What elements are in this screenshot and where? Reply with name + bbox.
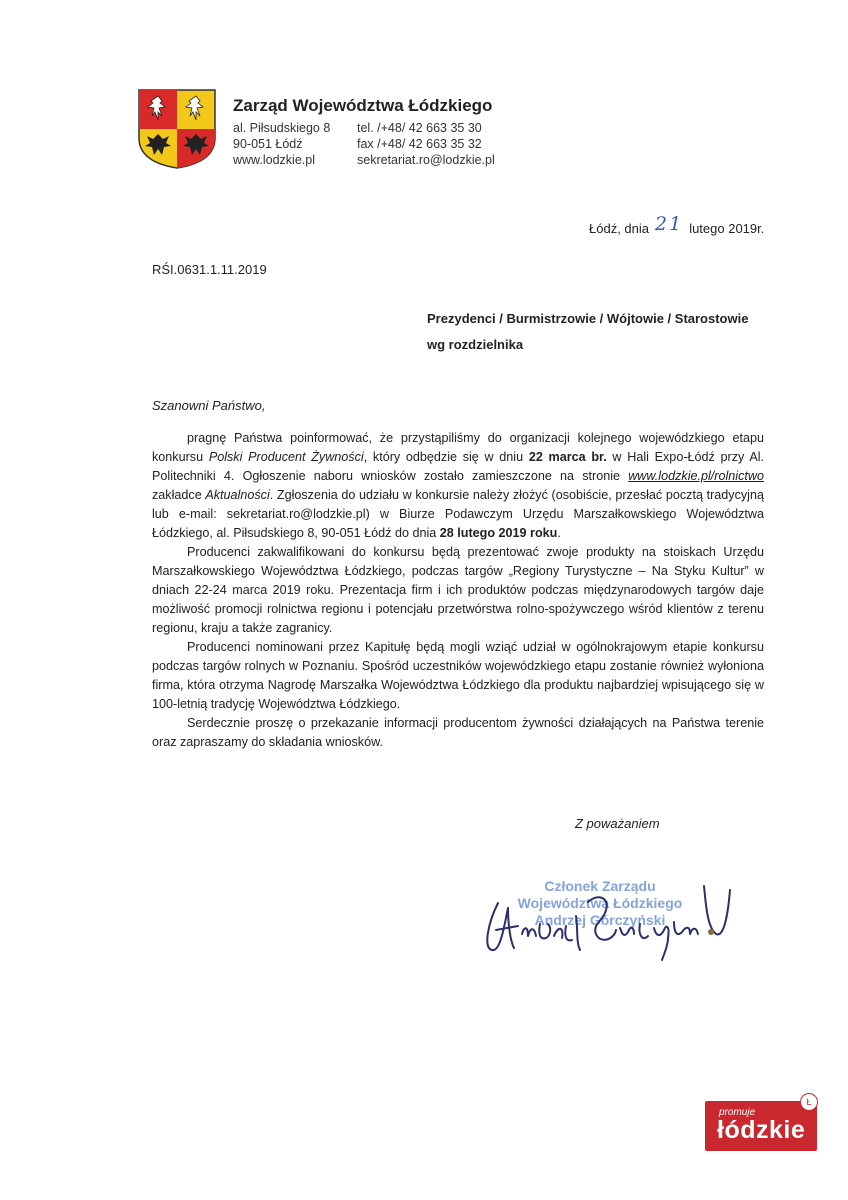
fax-number: fax /+48/ 42 663 35 32 [357, 137, 482, 151]
email-link[interactable]: sekretariat.ro@lodzkie.pl [357, 153, 495, 167]
website-link[interactable]: www.lodzkie.pl [233, 153, 315, 167]
badge-tagline: promuje [719, 1107, 756, 1118]
coat-of-arms-icon [137, 88, 217, 170]
reference-number: RŚI.0631.1.11.2019 [152, 262, 267, 277]
text-run: . [557, 526, 561, 540]
badge-trademark-icon: Ł [800, 1093, 818, 1111]
organization-name: Zarząd Województwa Łódzkiego [233, 96, 493, 115]
closing-phrase: Z poważaniem [575, 816, 660, 831]
announcement-link[interactable]: www.lodzkie.pl/rolnictwo [628, 469, 764, 483]
paragraph-2: Producenci zakwalifikowani do konkursu będą prezentować zwoje produkty na stoiskach Urzędu Marszałkowskiego Województwa Łódzkiego, podczas targów „Regiony Turystyczne – Na Styku Kultur” w dniach 22-24 marca 2019 roku. Prezentacja firm i ich produktów podczas międzynarodowych targów daje możliwość promocji rolnictwa regionu i potencjału przetwórstwa rolno-spożywczego wśród klientów z terenu regionu, kraju a także zagranicy. [152, 545, 764, 635]
badge-wordmark: łódzkie [717, 1116, 806, 1144]
distribution-line: wg rozdzielnika [427, 337, 524, 352]
promo-badge [705, 1101, 817, 1151]
event-date: 22 marca br. [528, 450, 607, 464]
paragraph-4: Serdecznie proszę o przekazanie informacji producentom żywności działających na Państwa terenie oraz zapraszamy do składania wniosków. [152, 716, 764, 749]
date-suffix: lutego 2019r. [689, 221, 765, 236]
postal-address: 90-051 Łódź [233, 137, 303, 151]
date-prefix: Łódź, dnia [589, 221, 649, 236]
contact-block [357, 120, 495, 168]
letter-body [152, 429, 764, 752]
salutation: Szanowni Państwo, [152, 398, 266, 413]
stamp-signatory: Andrzej Górczyński [534, 912, 666, 928]
street-address: al. Piłsudskiego 8 [233, 121, 331, 135]
text-run: . Zgłoszenia do udziału w konkursie należy złożyć (osobiście, przesłać pocztą tradycyjną lub e-mail: sekretariat.ro@lodzkie.pl) w Biurze Podawczym Urzędu Marszałkowskiego Województwa Łódzkiego, al. Piłsudskiego 8, 90-051 Łódź do dnia [152, 488, 764, 540]
text-run: pragnę Państwa poinformować, że przystąpiliśmy do organizacji kolejnego wojewódzkiego etapu konkursu [152, 431, 764, 464]
news-section-name: Aktualności [205, 488, 270, 502]
handwritten-signature [478, 868, 748, 968]
paragraph-1 [152, 429, 764, 543]
stamp-title: Członek Zarządu [544, 878, 656, 894]
phone-number: tel. /+48/ 42 663 35 30 [357, 121, 482, 135]
recipients-line: Prezydenci / Burmistrzowie / Wójtowie / Starostowie [427, 311, 749, 326]
contest-name: Polski Producent Żywności [208, 450, 364, 464]
address-block [233, 120, 330, 168]
stamp-office: Województwa Łódzkiego [517, 895, 683, 911]
letter-date [589, 213, 765, 238]
paragraph-3: Producenci nominowani przez Kapitułę będą mogli wziąć udział w ogólnokrajowym etapie konkursu podczas targów rolnych w Poznaniu. Spośród uczestników wojewódzkiego etapu zostanie również wyłoniona firma, która otrzyma Nagrodę Marszałka Województwa Łódzkiego dla produktu najbardziej wpisującego się w 100-letnią tradycję Województwa Łódzkiego. [152, 640, 764, 711]
text-run: zakładce [152, 488, 206, 502]
recipients-block [427, 306, 748, 358]
handwritten-day: 21 [655, 213, 684, 235]
text-run: w Hali Expo-Łódź przy Al. Politechniki 4. Ogłoszenie naboru wniosków zostało zamieszczone na stronie [152, 450, 765, 483]
deadline-date: 28 lutego 2019 roku [439, 526, 558, 540]
text-run: , który odbędzie się w dniu [363, 450, 529, 464]
